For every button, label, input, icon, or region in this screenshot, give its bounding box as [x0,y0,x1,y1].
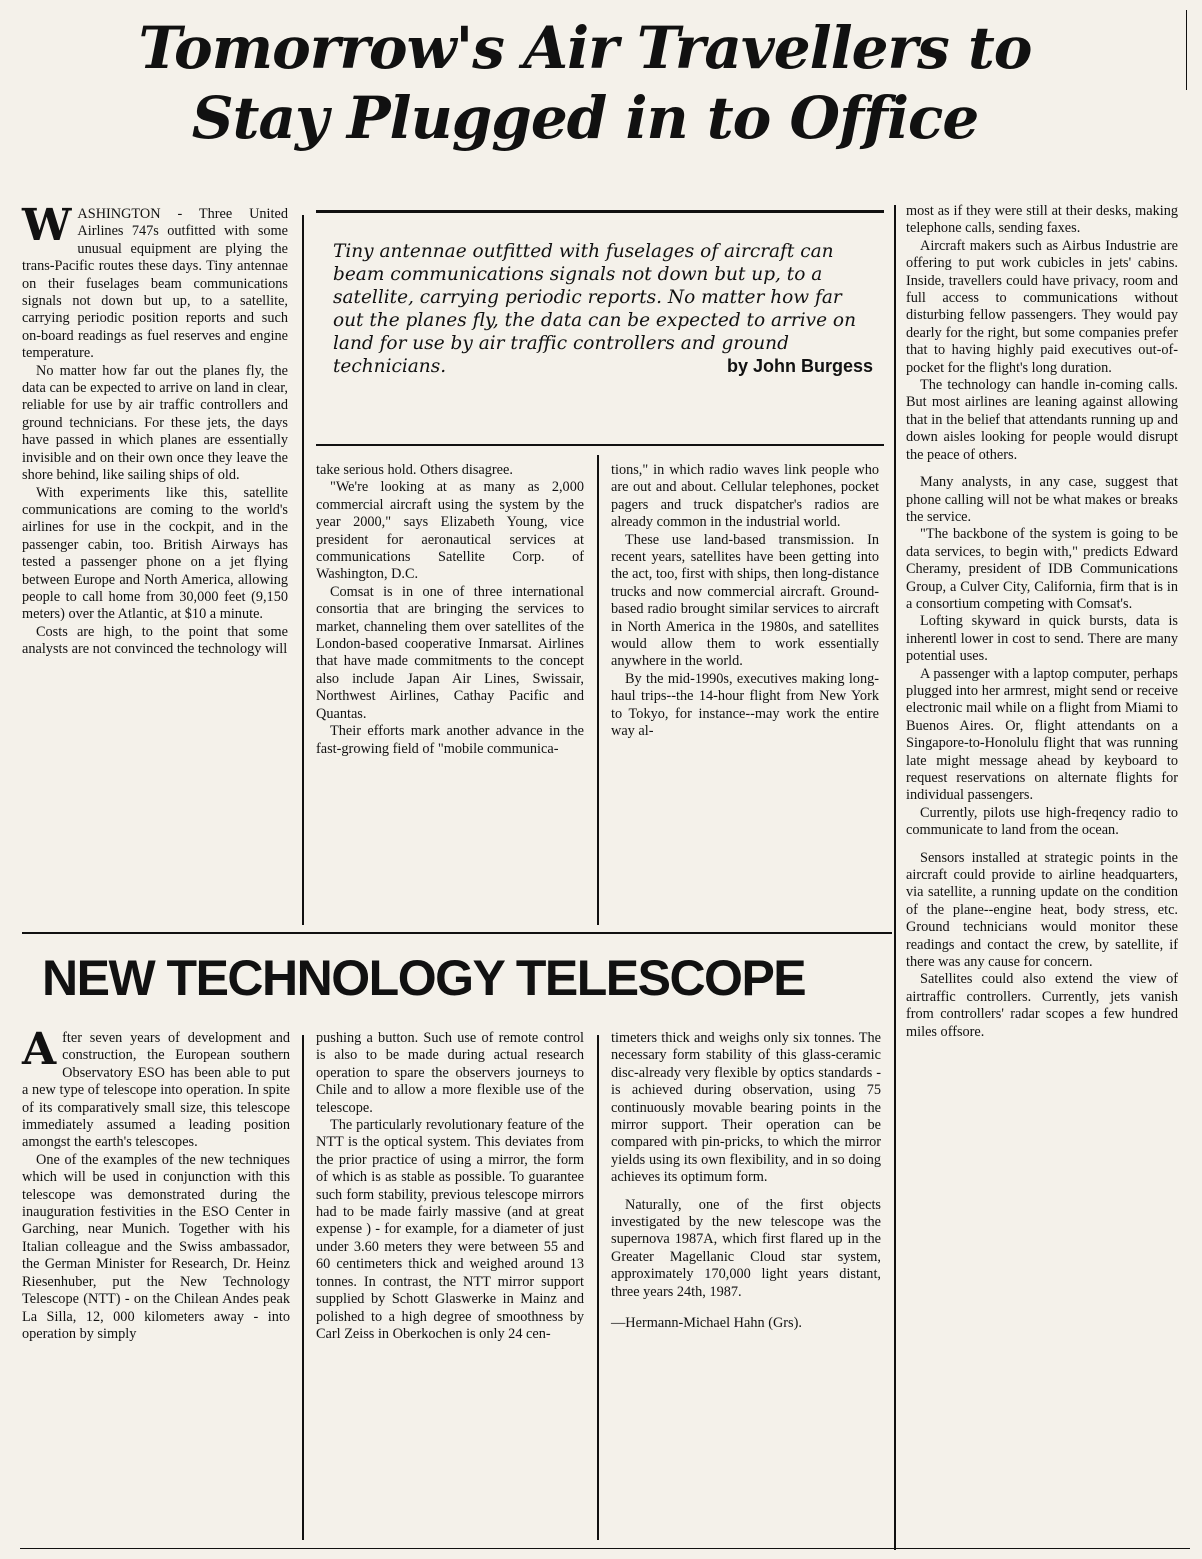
article1-col2-para1: take serious hold. Others disagree. [316,462,513,478]
author-signoff: —Hermann-Michael Hahn (Grs). [611,1315,802,1332]
page-edge-mark [1186,10,1199,90]
article1-column-1 [22,200,288,659]
article1-col3-para1: tions," in which radio waves link people who are out and about. Cellular telephones, pocket pagers and truck dispatcher's radios are already common in the industrial world. [611,462,879,531]
article-headline-line2: Stay Plugged in to Office [191,84,979,152]
article1-col4-para7: A passenger with a laptop computer, perhaps plugged into her armrest, might send or receive electronic mail while on a flight from Miami to Buenos Aires. Or, flight attendants on a Singapore-to-Honolulu flight that was running late might message ahead by keyboard to request reservations on alternate flights for individual passengers. [906,665,1178,804]
dropcap-w: W [22,200,72,251]
article1-column-3 [611,462,879,741]
byline: by John Burgess [726,356,873,376]
article1-col4-para9: Sensors installed at strategic points in the aircraft could provide to airline headquarters, via satellite, a running update on the condition of the plane--engine heat, body stress, etc. Ground technicians would monitor these readings and contact the crew, by satellite, if there was any cause for concern. [906,849,1178,971]
column-rule-4 [302,1035,304,1540]
article2-col3-para2: Naturally, one of the first objects investigated by the new telescope was the supernova 1987A, which first flared up in the Greater Magellanic Cloud star system, approximately 170,000 light years distant, three years 24th, 1987. [611,1196,881,1300]
article2-column-3 [611,1030,881,1333]
article2-col1-para1: fter seven years of development and construction, the European southern Observatory ESO has been able to put a new type of telescope into operation. In spite of its comparatively small size, this telescope immediately assumed a leading position amongst the earth's telescopes. [22,1030,290,1151]
article-separator-rule [22,932,892,934]
deck-bottom-rule [316,444,884,446]
article2-col2-para1: pushing a button. Such use of remote control is also to be made during actual research operation to spare the observers journeys to Chile and to allow a more flexible use of the telescope. [316,1030,584,1116]
article2-col1-para2: One of the examples of the new techniques which will be used in conjunction with this telescope was demonstrated during the inauguration festivities in the ESO Center in Garching, near Munich. Together with his Italian colleague and the Swiss ambassador, the German Minister for Research, Dr. Heinz Riesenhuber, put the New Technology Telescope (NTT) - on the Chilean Andes peak La Silla, 12, 000 kilometers away - into operation by simply [22,1151,290,1342]
article1-col2-para3: Comsat is in one of three international consortia that are bringing the services to market, channeling them over satellites of the London-based cooperative Inmarsat. Airlines that have made commitments to the concept also include Japan Air Lines, Swissair, Northwest Airlines, Cathay Pacific and Quantas. [316,583,584,722]
article2-col2-para2: The particularly revolutionary feature of the NTT is the optical system. This deviates from the prior practice of using a mirror, the form of which is as stable as possible. To guarantee such form stability, previous telescope mirrors had to be made fairly massive (and at great expense ) - for example, for a diameter of just under 3.60 meters they were between 55 and 60 centimeters thick and weighed around 13 tonnes. In contrast, the NTT mirror support supplied by Schott Glaswerke in Mainz and polished to a high degree of smoothness by Carl Zeiss in Oberkochen is only 24 cen- [316,1117,584,1342]
page-bottom-rule [20,1548,1190,1549]
article1-col1-para2: No matter how far out the planes fly, the data can be expected to arrive on land in clear, reliable for use by air traffic controllers and ground technicians. For these jets, the days have passed in which planes are essentially invisible and on their own once they leave the shore behind, like sailing ships of old. [22,362,288,484]
telescope-headline: NEW TECHNOLOGY TELESCOPE [42,950,806,1006]
article1-col3-para2: These use land-based transmission. In recent years, satellites have been getting into the act, too, first with ships, then long-distance trucks and now commercial aircraft. Ground-based radio brought similar services to aircraft in North America in the 1980s, and satellites would allow them to work essentially anywhere in the world. [611,531,879,670]
article1-col4-para3: The technology can handle in-coming calls. But most airlines are leaning against allowing that in the belief that attendants running up and down aisles looking for people would disrupt the peace of others. [906,377,1178,463]
column-rule-1 [302,215,304,925]
article2-column-2 [316,1030,584,1343]
article1-col4-para5: "The backbone of the system is going to be data services, to begin with," predicts Edward Cheramy, president of IDB Communications Group, a Culver City, California, firm that is in a consortium competing with Comsat's. [906,526,1178,612]
article1-col4-para8: Currently, pilots use high-freqency radio to communicate to land from the ocean. [906,804,1178,839]
article1-col3-para3: By the mid-1990s, executives making long-haul trips--the 14-hour flight from New York to Tokyo, for instance--may work the entire way al- [611,670,879,740]
article1-col2-para2: "We're looking at as many as 2,000 commercial aircraft using the system by the year 2000," says Elizabeth Young, vice president for aeronautical services at communications Satellite Corp. of Washington, D.C. [316,479,584,583]
column-rule-2 [597,455,599,925]
article1-col4-para4: Many analysts, in any case, suggest that phone calling will not be what makes or breaks the service. [906,474,1178,525]
dropcap-a: A [22,1024,57,1075]
deck-text: Tiny antennae outfitted with fuselages of aircraft can beam communications signals not down but up, to a satellite, carrying periodic reports. No matter how far out the planes fly, the data can be expected to arrive on land for use by air traffic controllers and ground technicians. [333,241,856,377]
article-deck [333,240,873,378]
article2-column-1 [22,1024,290,1343]
column-rule-3 [894,205,896,1550]
column-rule-5 [597,1035,599,1540]
article1-col1-para3: With experiments like this, satellite communications are coming to the world's airlines for use in the cockpit, and in the passenger cabin, too. British Airways has tested a passenger phone on a jet flying between Europe and North America, allowing people to call home from 30,000 feet (9,150 meters) over the Atlantic, at $10 a minute. [22,484,288,623]
article1-col4-para1: most as if they were still at their desks, making telephone calls, sending faxes. [906,203,1178,237]
article1-col2-para4: Their efforts mark another advance in the fast-growing field of "mobile communica- [316,723,584,757]
deck-top-rule [316,210,884,213]
article1-column-4 [906,203,1178,1041]
article-headline-line1: Tomorrow's Air Travellers to [138,14,1032,82]
article1-col1-para1: ASHINGTON - Three United Airlines 747s outfitted with some unusual equipment are plying the trans-Pacific routes these days. Tiny antennae on their fuselages beam communications signals not down but up, to a satellite, carrying periodic position reports and such on-board readings as fuel reserves and engine temperature. [22,206,288,362]
article1-col1-para4: Costs are high, to the point that some analysts are not convinced the technology will [22,623,288,658]
article2-col3-para1: timeters thick and weighs only six tonnes. The necessary form stability of this glass-ceramic disc-already very flexible by optics standards - is achieved during observation, using 75 continuously movable bearing points in the mirror support. Their operation can be compared with pin-pricks, to which the mirror yields using its own flexibility, and in so doing achieves its optimum form. [611,1030,881,1186]
article1-col4-para10: Satellites could also extend the view of airtraffic controllers. Currently, jets vanish from controllers' radar scopes a few hundred miles offsore. [906,971,1178,1040]
article1-col4-para6: Lofting skyward in quick bursts, data is inherentl lower in cost to send. There are many potential uses. [906,613,1178,665]
article1-column-2 [316,462,584,758]
article1-col4-para2: Aircraft makers such as Airbus Industrie are offering to put work cubicles in jets' cabins. Inside, travellers could have privacy, room and full access to communications without disturbing fellow passengers. They would pay dearly for the right, but some companies prefer that to having highly paid executives out-of-pocket for the flight's long duration. [906,237,1178,376]
